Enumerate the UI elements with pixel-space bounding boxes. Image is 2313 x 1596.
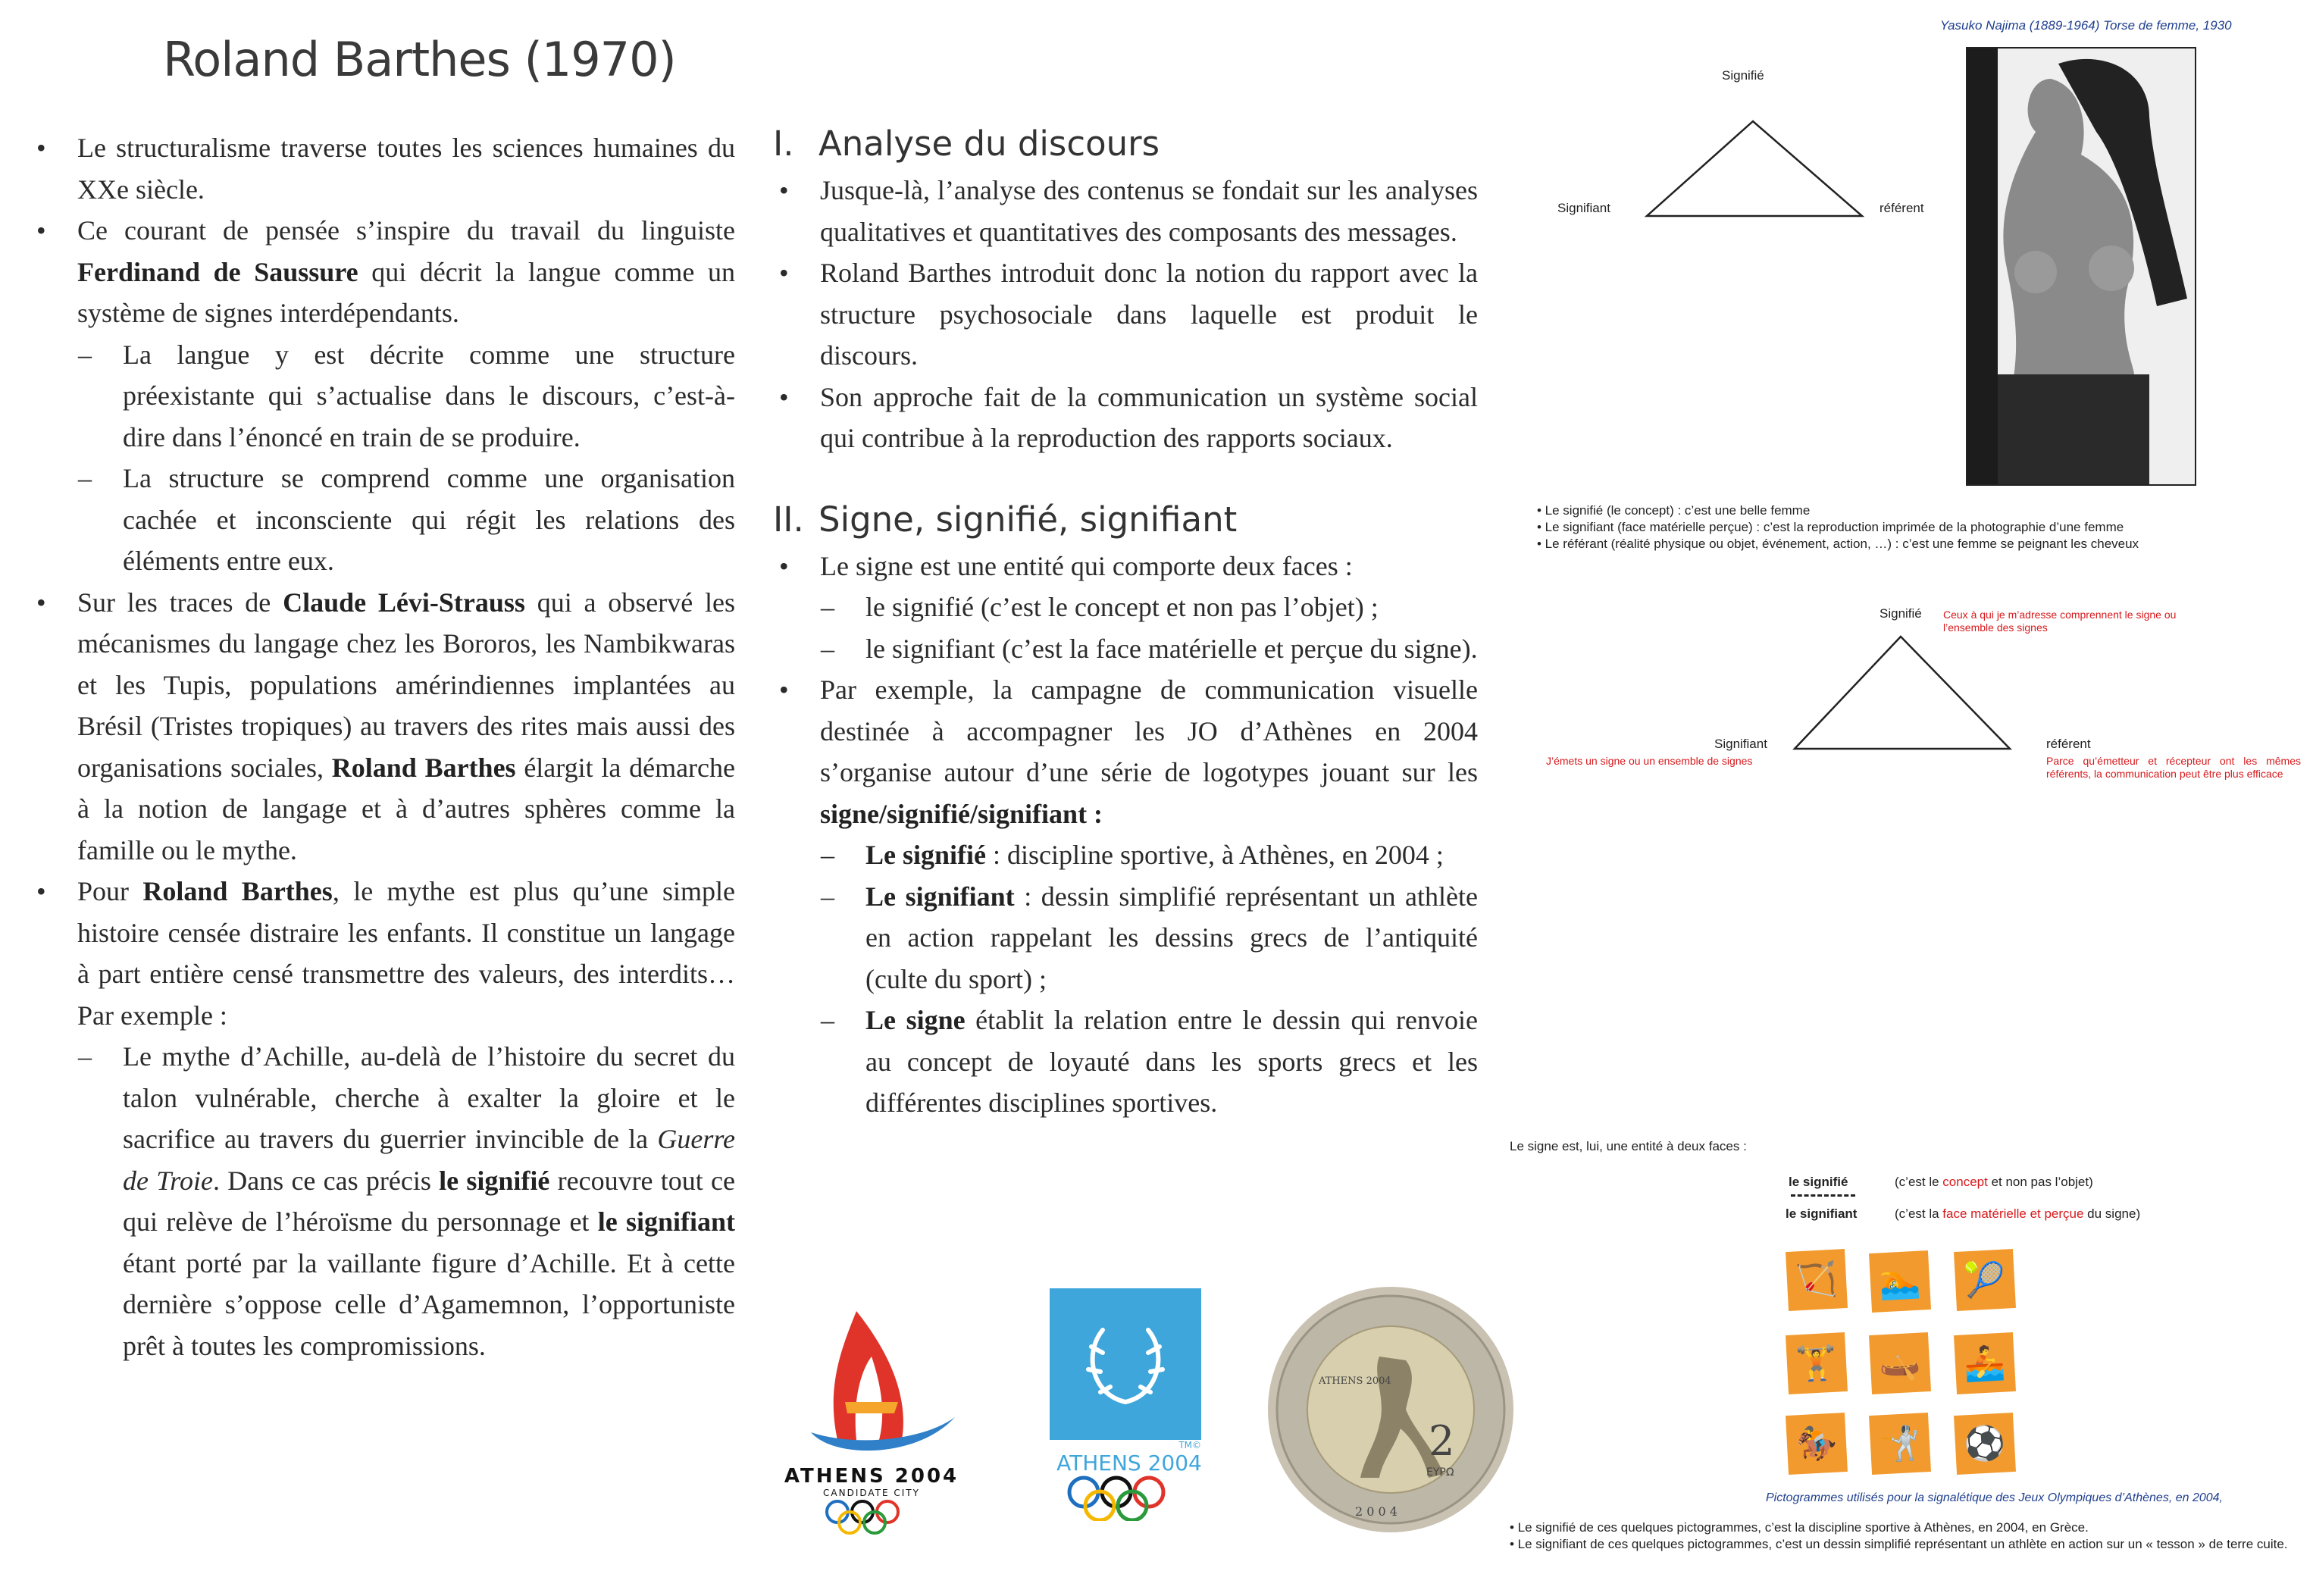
sub-list-item: – Le signifiant : dessin simplifié représentant un athlète en action rappelant les dessins grecs de l’antiquité (culte du sport) ; (773, 876, 1478, 1000)
list-item: • Sur les traces de Claude Lévi-Strauss qui a observé les mécanismes du langage chez les Bororos, les Nambikwaras et les Tupis, populations amérindiennes implantées au Brésil (Tristes tropiques) au travers des rites mais aussi des organisations sociales, Roland Barthes élargit la démarche à la notion de langage et à d’autres sphères comme la famille ou le mythe. (30, 582, 735, 872)
logo1-sub: CANDIDATE CITY (823, 1488, 920, 1498)
tri2-top-label: Signifié (1880, 606, 1922, 621)
coin-unit: ΕΥΡΩ (1426, 1466, 1454, 1479)
tri2-left-label: Signifiant (1714, 737, 1767, 751)
picto-explanation-list (1510, 1519, 2290, 1553)
list-item: • Roland Barthes introduit donc la notion du rapport avec la structure psychosociale dans laquelle est produit le discours. (773, 252, 1478, 377)
sub-list-item: – le signifiant (c’est la face matérielle et perçue du signe). (773, 628, 1478, 670)
athens-2004-logo (1050, 1288, 1209, 1546)
sub-list-item: – Le mythe d’Achille, au-delà de l’histoire du secret du talon vulnérable, cherche à exalter la gloire et le sacrifice au travers du guerrier invincible de la Guerre de Troie. Dans ce cas précis le signifié recouvre tout ce qui relève de l’héroïsme du personnage et le signifiant étant porté par la vaillante figure d’Achille. Et à cette dernière s’oppose celle d’Agamemnon, l’opportuniste prêt à toutes les compromissions. (30, 1036, 735, 1366)
coin-text: ATHENS 2004 (1319, 1375, 1391, 1387)
sub-list-item: – le signifié (c’est le concept et non pas l’objet) ; (773, 587, 1478, 628)
row2-text: (c’est la face matérielle et perçue du signe) (1895, 1206, 2141, 1221)
rowing-icon: 🚣 (1954, 1332, 2016, 1394)
triangle-diagram-1 (1641, 91, 1868, 220)
row1-text: (c’est le concept et non pas l’objet) (1895, 1175, 2093, 1189)
section-heading-2: II. Signe, signifié, signifiant (773, 499, 1238, 540)
row2-label: le signifiant (1786, 1206, 1858, 1221)
fraction-bar (1791, 1194, 1855, 1197)
list-item: • Pour Roland Barthes, le mythe est plus qu’une simple histoire censée distraire les enfants. Il constitue un langage à part entière censé transmettre des valeurs, des interdits… Par exemple : (30, 871, 735, 1036)
flame-logo-icon (765, 1296, 978, 1463)
woman-photo-icon (1967, 49, 2195, 484)
list-item: • Le structuralisme traverse toutes les sciences humaines du XXe siècle. (30, 127, 735, 210)
fencing-icon: 🤺 (1869, 1413, 1931, 1475)
list-item: • Le signifiant de ces quelques pictogrammes, c’est un dessin simplifié représentant un athlète en action sur un « tesson » de terre cuite. (1510, 1537, 2288, 1551)
sub-list-item: – La langue y est décrite comme une structure préexistante qui s’actualise dans le discours, c’est-à-dire dans l’énoncé en train de se produire. (30, 334, 735, 458)
list-item: • Le signifié (le concept) : c’est une belle femme (1537, 503, 1811, 518)
triangle-diagram-2 (1789, 629, 2016, 758)
tri2-top-note: Ceux à qui je m’adresse comprennent le signe ou l’ensemble des signes (1943, 609, 2177, 634)
photo-explanation-list (1537, 502, 2139, 552)
tri1-top-label: Signifié (1722, 68, 1764, 83)
tri2-right-label: référent (2046, 737, 2091, 751)
tennis-icon: 🎾 (1954, 1249, 2016, 1311)
coin-value: 2 (1429, 1417, 1455, 1465)
logo2-name: ATHENS 2004 (1056, 1450, 1202, 1476)
sub-list-item: – Le signifié : discipline sportive, à Athènes, en 2004 ; (773, 834, 1478, 876)
swimming-icon: 🏊 (1869, 1250, 1931, 1313)
photo-caption: Yasuko Najima (1889-1964) Torse de femme, 1930 (1940, 18, 2232, 33)
tri1-left-label: Signifiant (1557, 201, 1610, 215)
weightlifting-icon: 🏋 (1786, 1332, 1848, 1394)
list-item: • Le signifiant (face matérielle perçue) : c’est la reproduction imprimée de la photographie d’une femme (1537, 520, 2124, 534)
list-item: • Ce courant de pensée s’inspire du travail du linguiste Ferdinand de Saussure qui décrit la langue comme un système de signes interdépendants. (30, 210, 735, 334)
signe-intro: Le signe est, lui, une entité à deux faces : (1510, 1139, 1747, 1153)
two-euro-coin (1266, 1285, 1516, 1535)
list-item: • Jusque-là, l’analyse des contenus se fondait sur les analyses qualitatives et quantitatives des composants des messages. (773, 170, 1478, 252)
photo-torse-de-femme (1966, 47, 2196, 486)
football-icon: ⚽ (1954, 1413, 2016, 1475)
list-item: • Par exemple, la campagne de communication visuelle destinée à accompagner les JO d’Athènes en 2004 s’organise autour d’une série de logotypes jouant sur les signe/signifié/signifiant : (773, 669, 1478, 834)
logo1-name: ATHENS 2004 (784, 1465, 959, 1488)
sub-list-item: – La structure se comprend comme une organisation cachée et inconsciente qui régit les relations des éléments entre eux. (30, 458, 735, 582)
equestrian-icon: 🏇 (1786, 1413, 1848, 1475)
list-item: • Le signifié de ces quelques pictogrammes, c’est la discipline sportive à Athènes, en 2004, en Grèce. (1510, 1520, 2089, 1535)
list-item: • Le référant (réalité physique ou objet, événement, action, …) : c’est une femme se peignant les cheveux (1537, 537, 2139, 551)
row1-label: le signifié (1789, 1175, 1848, 1189)
olympic-rings-icon (765, 1498, 978, 1536)
logo2-tm: TM© (1178, 1440, 1201, 1450)
archery-icon: 🏹 (1786, 1249, 1848, 1311)
list-item: • Le signe est une entité qui comporte deux faces : (773, 546, 1478, 587)
tri2-left-note: J’émets un signe ou un ensemble de signes (1546, 755, 1753, 767)
page-title: Roland Barthes (1970) (163, 32, 676, 87)
olive-wreath-icon (1050, 1288, 1201, 1440)
section-heading-1: I. Analyse du discours (773, 124, 1160, 164)
list-item: • Son approche fait de la communication un système social qui contribue à la reproduction des rapports sociaux. (773, 377, 1478, 459)
column-middle (773, 121, 1478, 1124)
sub-list-item: – Le signe établit la relation entre le dessin qui renvoie au concept de loyauté dans les sports grecs et les différentes disciplines sportives. (773, 1000, 1478, 1124)
coin-year: 2 0 0 4 (1355, 1504, 1398, 1519)
column-left (30, 127, 735, 1366)
olympic-rings-icon (1050, 1476, 1209, 1521)
canoeing-icon: 🛶 (1869, 1332, 1931, 1394)
tri1-right-label: référent (1880, 201, 1924, 215)
tri2-right-note: Parce qu’émetteur et récepteur ont les mêmes référents, la communication peut être plus efficace (2046, 755, 2301, 780)
athens-candidate-logo (765, 1296, 978, 1538)
picto-caption: Pictogrammes utilisés pour la signalétique des Jeux Olympiques d’Athènes, en 2004, (1766, 1491, 2223, 1504)
coin-icon (1266, 1285, 1516, 1535)
